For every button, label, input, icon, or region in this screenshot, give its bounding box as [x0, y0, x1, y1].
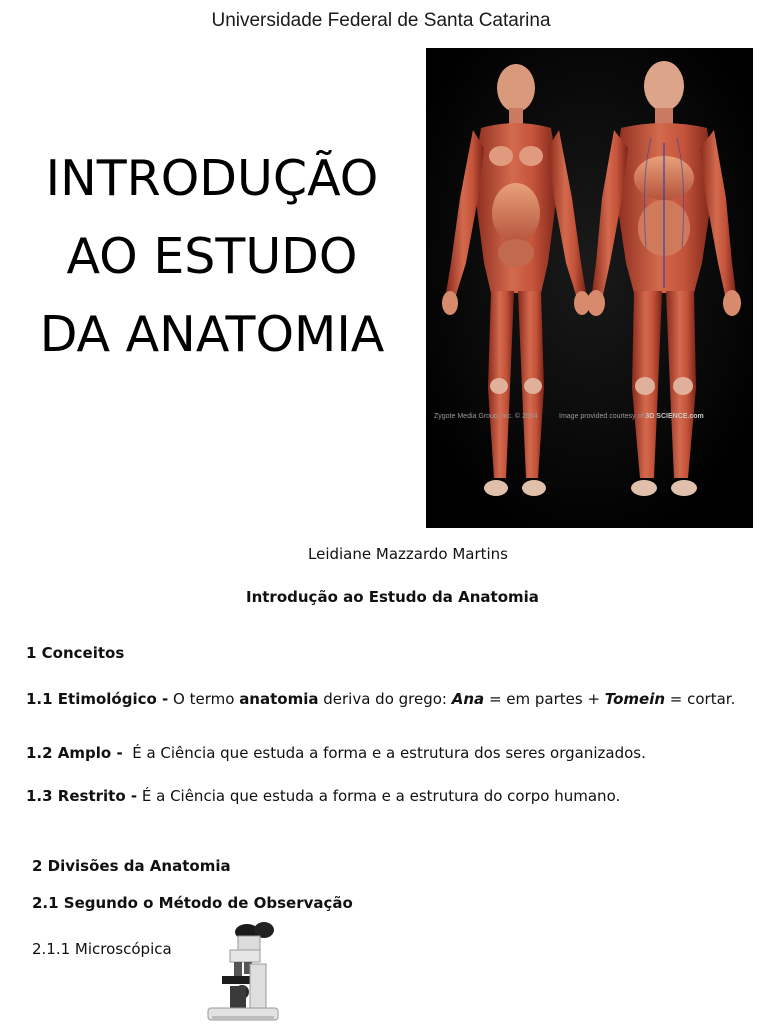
item-1-3 — [26, 787, 620, 805]
item-1-1-label: 1.1 Etimológico - — [26, 690, 169, 708]
section-2-1-heading — [32, 894, 353, 912]
section-2-heading — [32, 857, 231, 875]
item-1-1-term: anatomia — [239, 690, 319, 708]
item-1-2-text: É a Ciência que estuda a forma e a estrutura dos seres organizados. — [122, 744, 646, 762]
university-header: Universidade Federal de Santa Catarina — [211, 10, 551, 31]
cover-title-line-3: DA ANATOMIA — [39, 306, 385, 363]
author-name: Leidiane Mazzardo Martins — [308, 545, 508, 563]
section-2-1-heading-text: 2.1 Segundo o Método de Observação — [32, 894, 353, 912]
cover-title — [14, 140, 410, 374]
item-1-3-text: É a Ciência que estuda a forma e a estrutura do corpo humano. — [137, 787, 621, 805]
section-1-heading — [26, 644, 124, 662]
item-1-1 — [26, 690, 735, 708]
item-2-1-1: 2.1.1 Microscópica — [32, 940, 172, 958]
item-1-1-text-b: deriva do grego: — [318, 690, 452, 708]
item-1-1-greek-tomein: Tomein — [604, 690, 666, 708]
microscope-image — [200, 920, 286, 1024]
image-credit-left: Zygote Media Group, Inc. © 2004 — [434, 413, 538, 420]
item-1-1-text-d: = cortar. — [665, 690, 736, 708]
image-credit — [434, 413, 704, 420]
item-1-1-text-a: O termo — [168, 690, 240, 708]
anatomy-figure-image — [426, 48, 753, 528]
image-credit-right: Image provided courtesy of — [559, 413, 644, 420]
item-1-2-label: 1.2 Amplo - — [26, 744, 123, 762]
cover-title-line-2: AO ESTUDO — [66, 228, 358, 285]
item-1-1-text-c: = em partes + — [484, 690, 605, 708]
section-1-heading-text: 1 Conceitos — [26, 644, 125, 662]
image-credit-brand: 3D SCIENCE.com — [645, 413, 704, 420]
anatomy-bodies-illustration — [426, 48, 753, 528]
section-2-heading-text: 2 Divisões da Anatomia — [32, 857, 231, 875]
item-1-3-label: 1.3 Restrito - — [26, 787, 138, 805]
document-subtitle: Introdução ao Estudo da Anatomia — [246, 588, 539, 606]
cover-title-line-1: INTRODUÇÃO — [45, 150, 379, 207]
item-1-1-greek-ana: Ana — [451, 690, 485, 708]
microscope-icon — [200, 920, 286, 1024]
item-1-2 — [26, 744, 646, 762]
